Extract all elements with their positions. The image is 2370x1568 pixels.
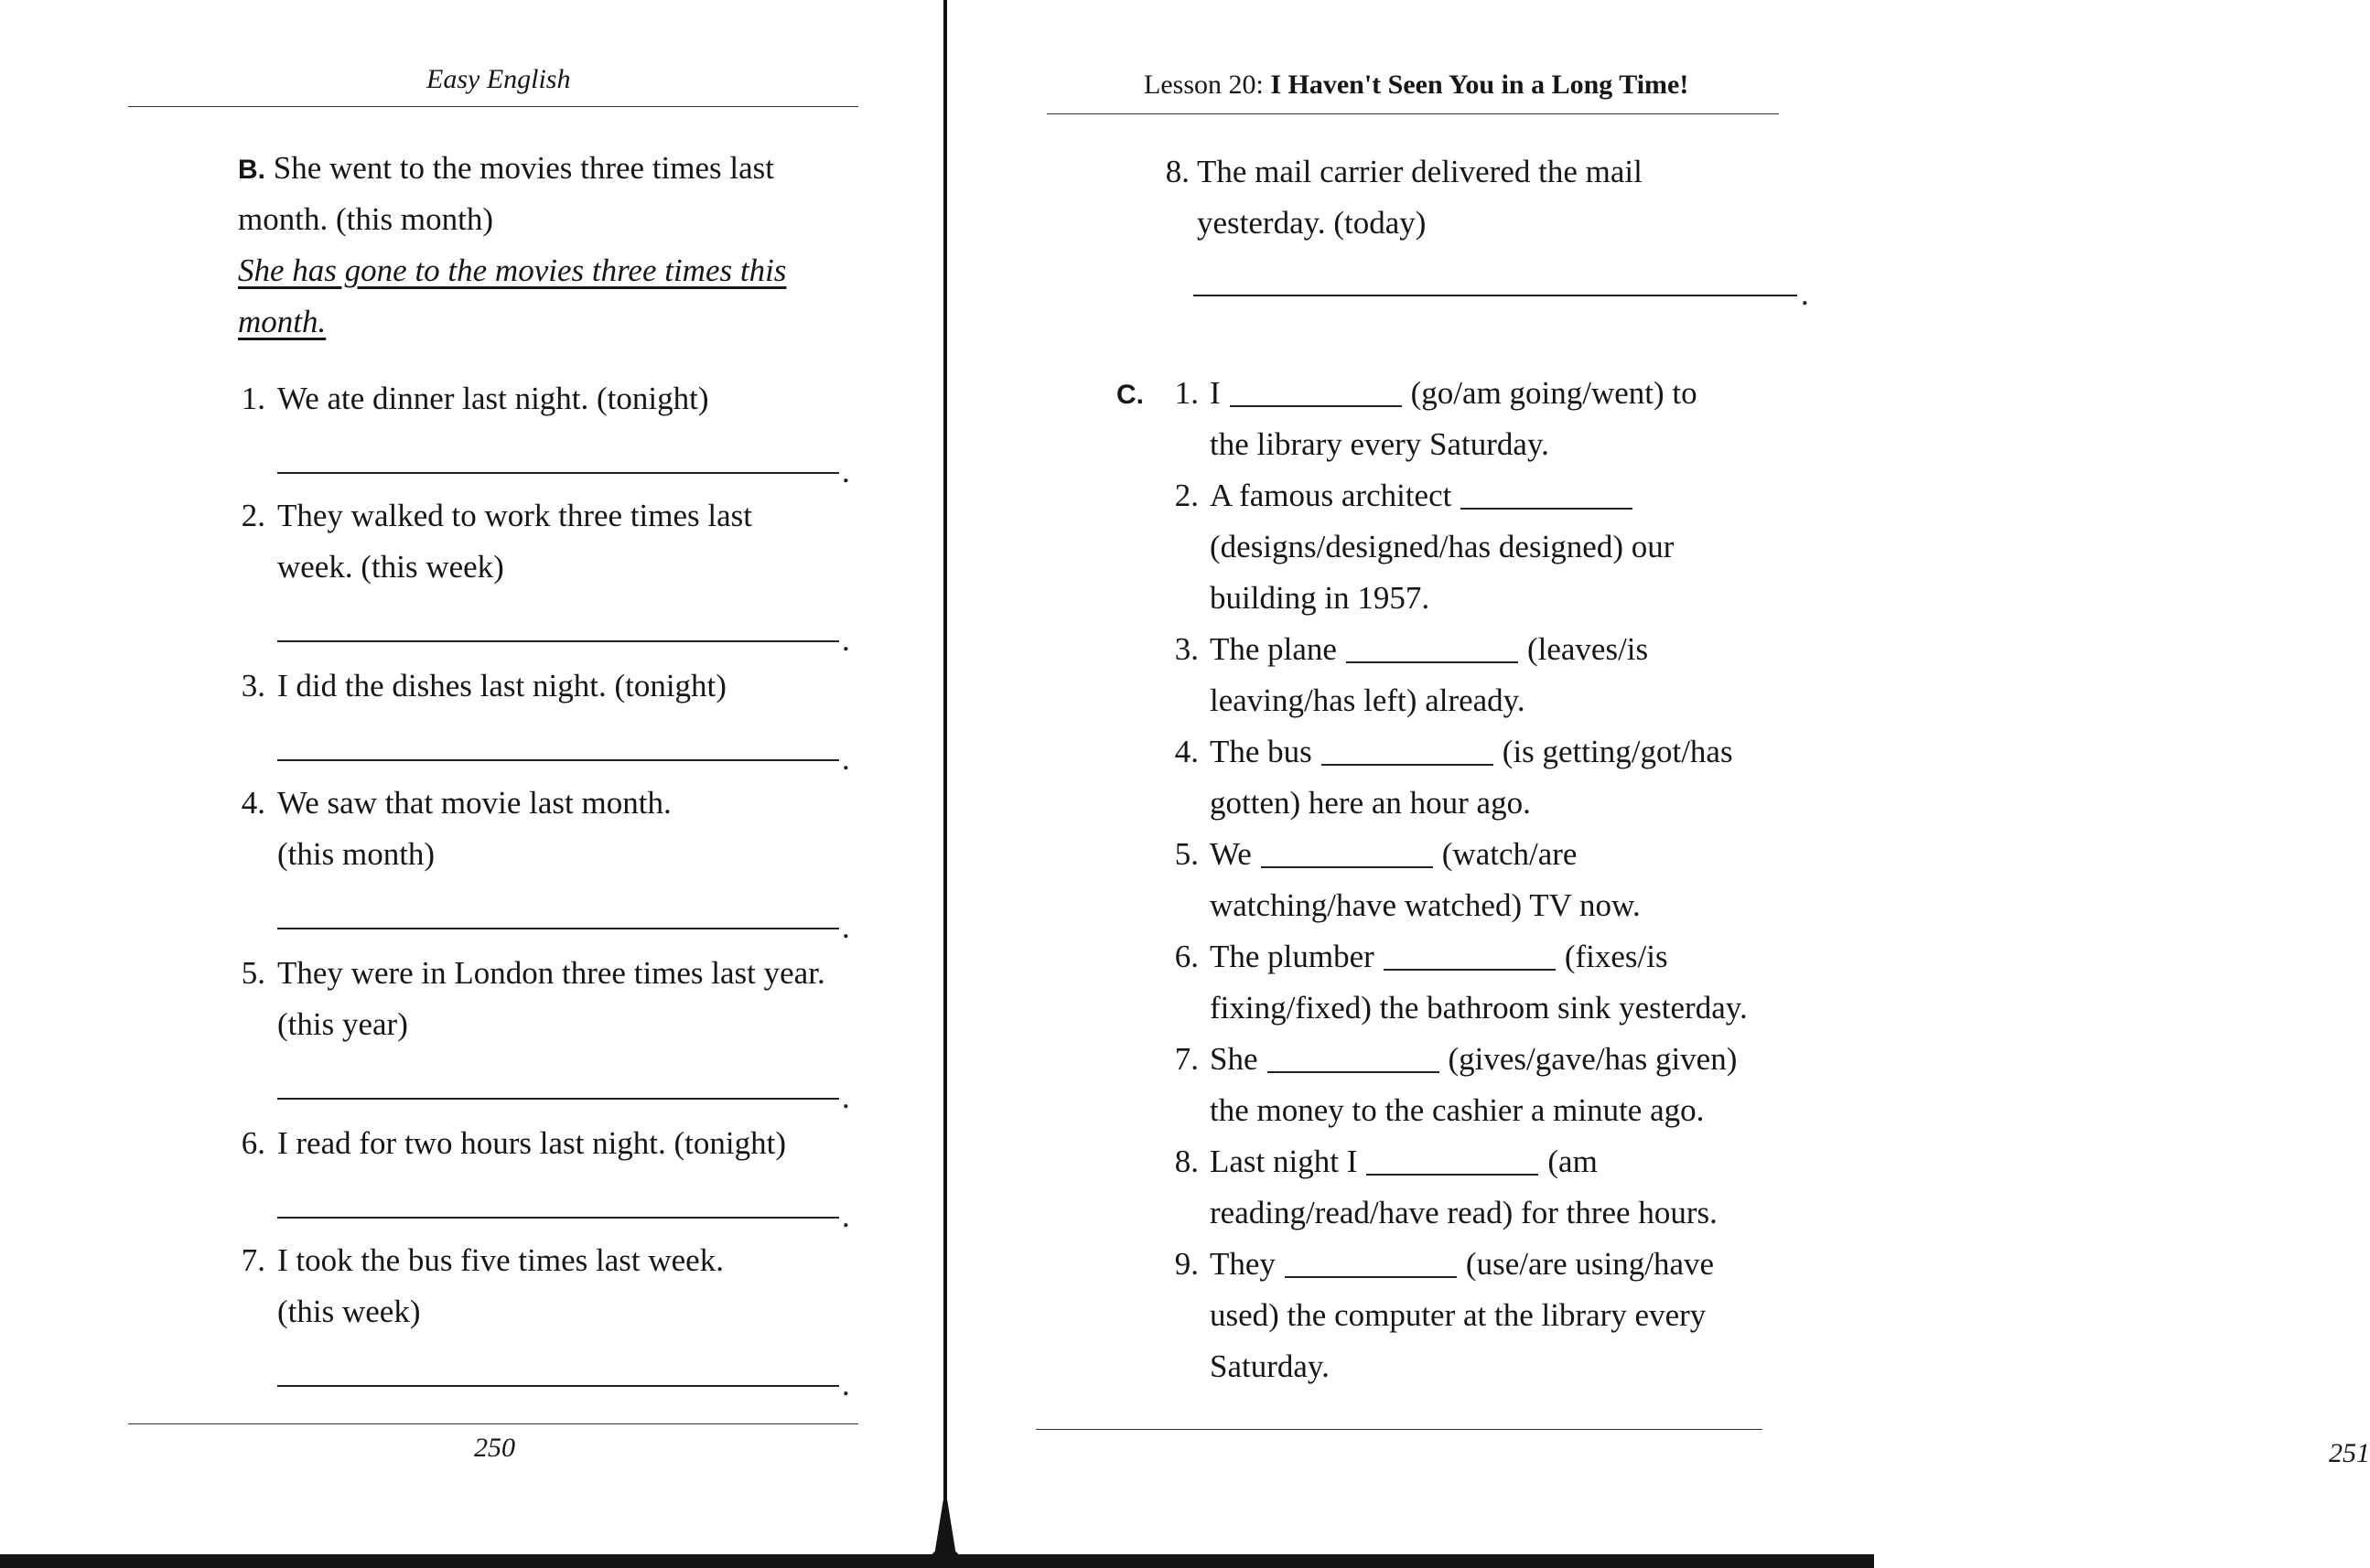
item-text-before: The plumber xyxy=(1210,939,1374,974)
item-text-before: The bus xyxy=(1210,734,1312,769)
answer-line-period: . xyxy=(1801,276,1809,312)
answer-line-period: . xyxy=(842,1367,850,1402)
item-text-before: The plane xyxy=(1210,631,1337,667)
item-line xyxy=(1210,1034,1737,1085)
header-rule xyxy=(128,106,858,107)
running-head-right xyxy=(1144,70,1688,101)
fill-in-blank xyxy=(1267,1071,1439,1073)
example-line-1 xyxy=(238,143,774,196)
answer-line-period: . xyxy=(842,909,850,945)
answer-line xyxy=(277,759,839,761)
item-line: leaving/has left) already. xyxy=(1210,682,1525,718)
item-number: 3. xyxy=(241,668,265,703)
item-line: yesterday. (today) xyxy=(1197,205,1427,241)
example-answer-1: She has gone to the movies three times this xyxy=(238,252,787,288)
item-number: 6. xyxy=(1174,939,1199,974)
item-line: They were in London three times last year. xyxy=(277,955,825,991)
item-line: the money to the cashier a minute ago. xyxy=(1210,1092,1705,1128)
footer-rule xyxy=(128,1423,858,1424)
item-text-before: Last night I xyxy=(1210,1144,1358,1179)
right-page xyxy=(952,0,2370,1555)
page-number-right: 251 xyxy=(2329,1438,2370,1468)
item-line: I did the dishes last night. (tonight) xyxy=(277,668,727,703)
item-text-before: We xyxy=(1210,836,1252,872)
lesson-title: I Haven't Seen You in a Long Time! xyxy=(1270,70,1689,100)
fill-in-blank xyxy=(1460,508,1632,510)
item-number: 4. xyxy=(241,785,265,821)
item-line xyxy=(1210,829,1577,880)
item-line xyxy=(1210,726,1733,778)
item-number: 8. xyxy=(1174,1144,1199,1179)
item-line xyxy=(1210,1136,1598,1187)
lesson-number: Lesson 20: xyxy=(1144,70,1264,100)
book-gutter xyxy=(943,0,947,1568)
item-text-before: A famous architect xyxy=(1210,478,1452,513)
item-line: building in 1957. xyxy=(1210,580,1430,616)
fill-in-blank xyxy=(1230,405,1402,407)
item-line xyxy=(1210,931,1668,983)
item-line: (this month) xyxy=(277,836,436,872)
item-number: 4. xyxy=(1174,734,1199,769)
answer-line-period: . xyxy=(842,1198,850,1234)
footer-rule xyxy=(1036,1429,1762,1430)
answer-line xyxy=(277,928,839,929)
item-line: They walked to work three times last xyxy=(277,498,753,533)
item-text-after: (gives/gave/has given) xyxy=(1448,1041,1738,1077)
answer-line xyxy=(1193,295,1797,296)
item-number: 5. xyxy=(241,955,265,991)
fill-in-blank xyxy=(1261,866,1433,868)
answer-line xyxy=(277,472,839,474)
item-line: We saw that movie last month. xyxy=(277,785,672,821)
item-line xyxy=(1210,368,1697,419)
item-text-after: (use/are using/have xyxy=(1465,1246,1715,1282)
item-text-after: (watch/are xyxy=(1441,836,1578,872)
item-line: gotten) here an hour ago. xyxy=(1210,785,1531,821)
answer-line-period: . xyxy=(842,1079,850,1115)
item-text-after: (is getting/got/has xyxy=(1502,734,1733,769)
fill-in-blank xyxy=(1321,764,1493,766)
item-number: 2. xyxy=(1174,478,1199,513)
item-number: 2. xyxy=(241,498,265,533)
item-line: reading/read/have read) for three hours. xyxy=(1210,1195,1718,1230)
item-number: 1. xyxy=(241,381,265,416)
item-line xyxy=(1210,1239,1714,1290)
answer-line xyxy=(277,1098,839,1100)
item-number: 1. xyxy=(1174,375,1199,411)
fill-in-blank xyxy=(1285,1276,1457,1278)
answer-line xyxy=(277,1217,839,1219)
answer-line-period: . xyxy=(842,622,850,658)
item-line: I read for two hours last night. (tonight) xyxy=(277,1125,787,1161)
item-text-before: They xyxy=(1210,1246,1276,1282)
item-line: the library every Saturday. xyxy=(1210,426,1549,462)
item-line: week. (this week) xyxy=(277,549,504,585)
header-rule xyxy=(1047,113,1779,114)
item-line: I took the bus five times last week. xyxy=(277,1242,724,1278)
item-line xyxy=(1210,470,1642,521)
example-line-2: month. (this month) xyxy=(238,201,494,237)
example-prompt-1: She went to the movies three times last xyxy=(273,150,775,186)
item-text-before: She xyxy=(1210,1041,1258,1077)
item-line: used) the computer at the library every xyxy=(1210,1297,1707,1333)
item-number: 3. xyxy=(1174,631,1199,667)
item-text-after: (leaves/is xyxy=(1526,631,1649,667)
section-label-c: C. xyxy=(1116,380,1144,410)
answer-line-period: . xyxy=(842,454,850,489)
item-line: We ate dinner last night. (tonight) xyxy=(277,381,709,416)
item-line: Saturday. xyxy=(1210,1348,1330,1384)
fill-in-blank xyxy=(1366,1174,1538,1176)
item-line: watching/have watched) TV now. xyxy=(1210,887,1641,923)
example-answer-2: month. xyxy=(238,304,327,339)
fill-in-blank xyxy=(1384,969,1556,971)
item-number: 6. xyxy=(241,1125,265,1161)
item-line: The mail carrier delivered the mail xyxy=(1197,154,1643,189)
item-number: 8. xyxy=(1165,154,1190,189)
item-line xyxy=(1210,624,1648,675)
running-head-left: Easy English xyxy=(426,64,571,94)
item-text-before: I xyxy=(1210,375,1221,411)
left-page xyxy=(0,0,933,1555)
item-number: 7. xyxy=(1174,1041,1199,1077)
item-line: (designs/designed/has designed) our xyxy=(1210,529,1675,564)
item-line: (this week) xyxy=(277,1294,421,1329)
item-number: 7. xyxy=(241,1242,265,1278)
section-label-b: B. xyxy=(238,155,265,185)
page-number-left: 250 xyxy=(474,1433,515,1463)
item-text-after: (fixes/is xyxy=(1564,939,1668,974)
item-text-after: (go/am going/went) to xyxy=(1410,375,1697,411)
item-number: 5. xyxy=(1174,836,1199,872)
item-number: 9. xyxy=(1174,1246,1199,1282)
scan-edge-band xyxy=(0,1554,1874,1568)
answer-line-period: . xyxy=(842,741,850,777)
item-text-after: (am xyxy=(1547,1144,1598,1179)
answer-line xyxy=(277,640,839,642)
item-line: fixing/fixed) the bathroom sink yesterday. xyxy=(1210,990,1748,1026)
fill-in-blank xyxy=(1346,661,1518,663)
answer-line xyxy=(277,1385,839,1387)
item-line: (this year) xyxy=(277,1006,408,1042)
